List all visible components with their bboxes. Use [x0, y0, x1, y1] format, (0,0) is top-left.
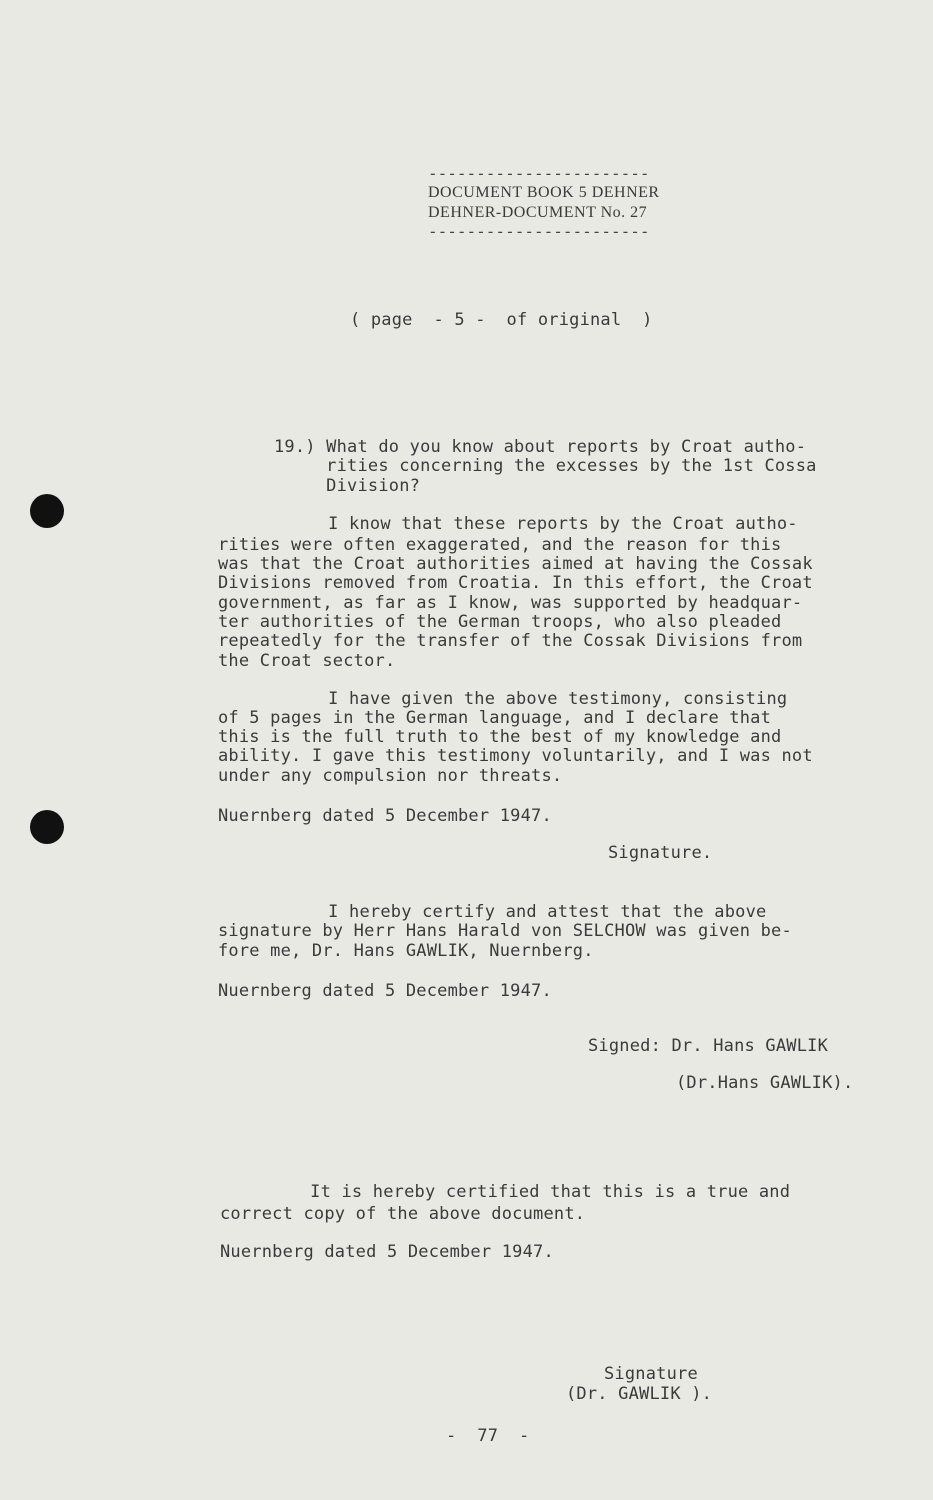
certify-line: I hereby certify and attest that the above	[276, 902, 767, 922]
true-copy-line: correct copy of the above document.	[220, 1204, 586, 1224]
punch-hole-top	[30, 494, 64, 528]
question-19-line: rities concerning the excesses by the 1st Cossa	[274, 456, 817, 476]
testimony-line: this is the full truth to the best of my knowledge and	[218, 727, 782, 747]
page-number: - 77 -	[446, 1426, 530, 1446]
certify-line: signature by Herr Hans Harald von SELCHOW was given be-	[218, 921, 792, 941]
answer-line: was that the Croat authorities aimed at having the Cossak	[218, 554, 813, 574]
punch-hole-bottom	[30, 810, 64, 844]
answer-line: Divisions removed from Croatia. In this effort, the Croat	[218, 573, 813, 593]
answer-line: repeatedly for the transfer of the Cossak Divisions from	[218, 631, 803, 651]
header-rule-top: -----------------------	[428, 164, 650, 183]
testimony-line: ability. I gave this testimony voluntarily, and I was not	[218, 746, 813, 766]
certify-line: fore me, Dr. Hans GAWLIK, Nuernberg.	[218, 941, 594, 961]
testimony-line: of 5 pages in the German language, and I declare that	[218, 708, 772, 728]
dated-line-2: Nuernberg dated 5 December 1947.	[218, 981, 552, 1001]
answer-line: I know that these reports by the Croat autho-	[276, 514, 798, 534]
final-name: (Dr. GAWLIK ).	[566, 1384, 713, 1404]
answer-line: government, as far as I know, was supported by headquar-	[218, 593, 803, 613]
signed-line: Signed: Dr. Hans GAWLIK	[588, 1036, 829, 1056]
testimony-line: under any compulsion nor threats.	[218, 766, 563, 786]
question-19-line: 19.) What do you know about reports by Croat autho-	[274, 437, 807, 457]
signature-1: Signature.	[608, 843, 713, 863]
header-line-1: DOCUMENT BOOK 5 DEHNER	[428, 184, 660, 201]
header-rule-bottom: -----------------------	[428, 222, 650, 241]
true-copy-line: It is hereby certified that this is a true and	[258, 1182, 791, 1202]
answer-line: rities were often exaggerated, and the reason for this	[218, 535, 782, 555]
signed-name: (Dr.Hans GAWLIK).	[676, 1073, 854, 1093]
header-line-2: DEHNER-DOCUMENT No. 27	[428, 204, 648, 221]
answer-line: ter authorities of the German troops, who also pleaded	[218, 612, 782, 632]
dated-line-1: Nuernberg dated 5 December 1947.	[218, 806, 552, 826]
page-reference: ( page - 5 - of original )	[350, 310, 653, 330]
final-signature: Signature	[604, 1364, 698, 1384]
testimony-line: I have given the above testimony, consisting	[276, 689, 788, 709]
answer-line: the Croat sector.	[218, 651, 396, 671]
question-19-line: Division?	[274, 476, 421, 496]
dated-line-3: Nuernberg dated 5 December 1947.	[220, 1242, 554, 1262]
